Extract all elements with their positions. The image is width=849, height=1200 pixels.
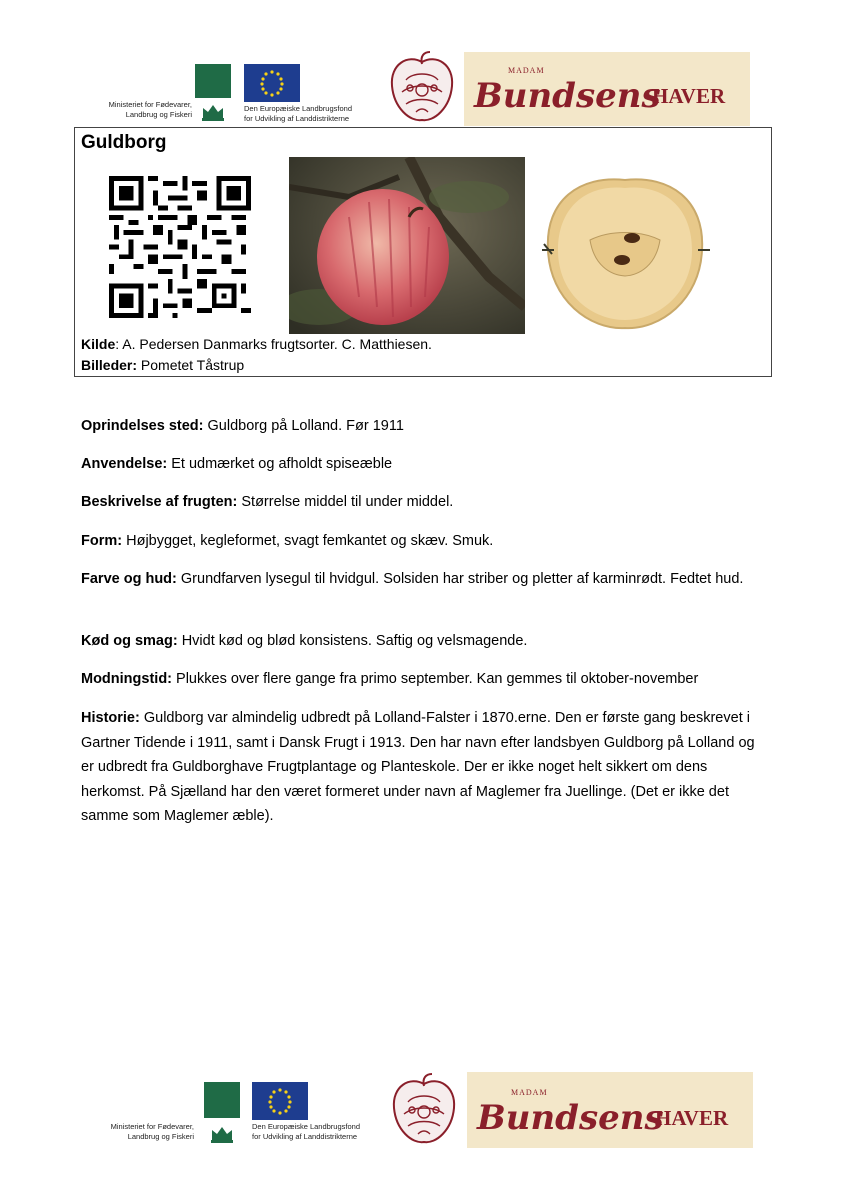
section-text: Et udmærket og afholdt spiseæble xyxy=(167,456,393,472)
apple-ornament-icon xyxy=(388,1072,460,1148)
apple-ornament-logo xyxy=(386,50,458,126)
section-label: Oprindelses sted: xyxy=(81,418,204,434)
section-ripening xyxy=(81,667,771,692)
madam-bundsens-banner xyxy=(464,52,750,126)
section-label: Form: xyxy=(81,533,123,549)
section-text: Højbygget, kegleformet, svagt femkantet og skæv. Smuk. xyxy=(122,533,494,549)
apple-ornament-icon xyxy=(386,50,458,126)
section-label: Kød og smag: xyxy=(81,633,178,649)
brand-madam: MADAM xyxy=(511,1088,548,1097)
crown-icon xyxy=(204,1082,240,1146)
section-text: Guldborg på Lolland. Før 1911 xyxy=(203,418,404,434)
ministry-crown-logo xyxy=(195,64,231,124)
header-logo-bar xyxy=(0,48,849,128)
section-origin xyxy=(81,414,771,439)
apple-tree-photo xyxy=(289,157,525,334)
source-label: Kilde xyxy=(81,336,116,352)
eu-flag-icon xyxy=(244,64,300,102)
section-label: Historie: xyxy=(81,710,140,726)
eu-line-2: for Udvikling af Landdistrikterne xyxy=(244,114,350,123)
brand-haver: HAVER xyxy=(655,1106,729,1130)
ministry-crown-logo xyxy=(204,1082,240,1146)
eu-fund-text xyxy=(244,104,352,124)
source-value: : A. Pedersen Danmarks frugtsorter. C. Matthiesen. xyxy=(115,336,432,352)
images-label: Billeder: xyxy=(81,357,138,373)
images-value: Pometet Tåstrup xyxy=(137,357,245,373)
section-label: Beskrivelse af frugten: xyxy=(81,494,238,510)
ministry-line-2: Landbrug og Fiskeri xyxy=(125,110,192,119)
crown-icon xyxy=(195,64,231,124)
section-label: Modningstid: xyxy=(81,671,173,687)
section-shape xyxy=(81,529,771,554)
section-text: Størrelse middel til under middel. xyxy=(237,494,454,510)
eu-line-1: Den Europæiske Landbrugsfond xyxy=(252,1122,360,1131)
apple-cross-section-photo xyxy=(540,170,710,335)
apple-ornament-logo xyxy=(388,1072,460,1148)
section-flesh-taste xyxy=(81,629,771,654)
variety-card xyxy=(74,127,772,377)
section-color-skin xyxy=(81,567,771,592)
section-description xyxy=(81,490,771,515)
images-line xyxy=(81,357,244,373)
section-text: Hvidt kød og blød konsistens. Saftig og velsmagende. xyxy=(177,633,528,649)
section-text: Grundfarven lysegul til hvidgul. Solsiden har striber og pletter af karminrødt. Fedtet hud. xyxy=(176,571,744,587)
ministry-text xyxy=(80,100,192,120)
section-text: Guldborg var almindelig udbredt på Lolland-Falster i 1870.erne. Den er første gang beskrevet i Gartner Tidende i 1911, samt i Dansk Frugt i 1913. Den har navn efter landsbyen Guldborg på Lolland og er udbredt fra Guldborghave Frugtplantage og Planteskole. Der er ikke noget helt sikkert om dens herkomst. På Sjælland har den været formeret under navn af Maglemer fra Juellinge. (Det er ikke det samme som Maglemer æble). xyxy=(81,710,755,824)
eu-fund-text xyxy=(252,1122,360,1142)
footer-logo-bar xyxy=(0,1070,849,1150)
brand-bundsens: Bundsens xyxy=(474,76,661,116)
madam-bundsens-banner xyxy=(467,1072,753,1148)
variety-title: Guldborg xyxy=(81,132,167,153)
eu-line-2: for Udvikling af Landdistrikterne xyxy=(252,1132,358,1141)
eu-line-1: Den Europæiske Landbrugsfond xyxy=(244,104,352,113)
section-use xyxy=(81,452,771,477)
qr-code-icon xyxy=(109,176,251,318)
section-history xyxy=(81,706,771,829)
section-text: Plukkes over flere gange fra primo september. Kan gemmes til oktober-november xyxy=(172,671,699,687)
brand-madam: MADAM xyxy=(508,66,545,75)
source-line xyxy=(81,336,432,352)
section-label: Farve og hud: xyxy=(81,571,177,587)
ministry-line-2: Landbrug og Fiskeri xyxy=(127,1132,194,1141)
brand-haver: HAVER xyxy=(652,84,726,108)
eu-flag-icon xyxy=(252,1082,308,1120)
ministry-text xyxy=(90,1122,194,1142)
ministry-line-1: Ministeriet for Fødevarer, xyxy=(108,100,192,109)
ministry-line-1: Ministeriet for Fødevarer, xyxy=(110,1122,194,1131)
brand-bundsens: Bundsens xyxy=(477,1098,664,1138)
section-label: Anvendelse: xyxy=(81,456,168,472)
